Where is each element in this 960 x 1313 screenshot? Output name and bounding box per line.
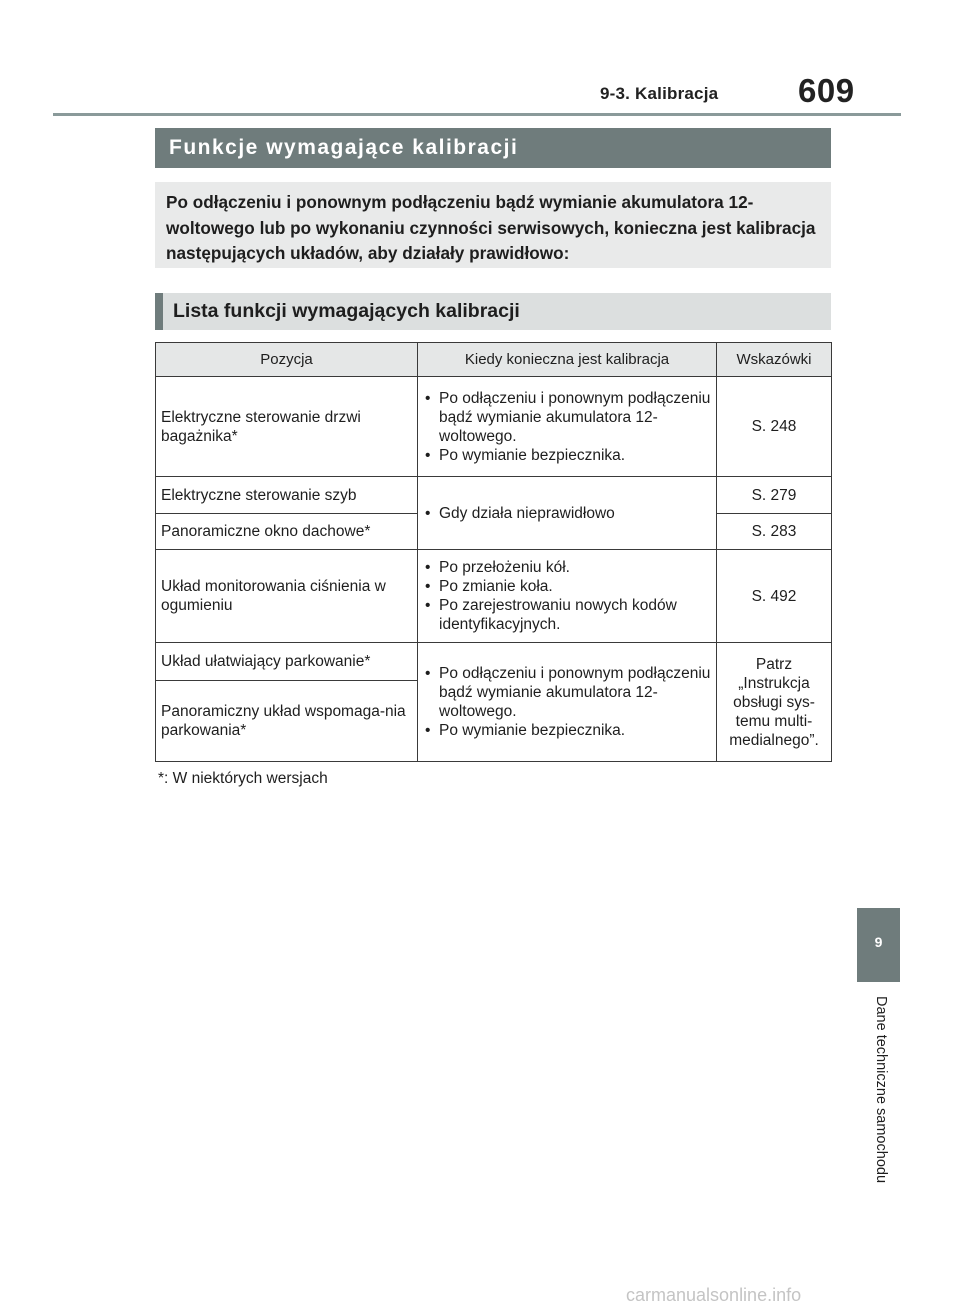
footnote: *: W niektórych wersjach xyxy=(158,770,328,787)
item-cell: Panoramiczny układ wspomaga-nia parkowania* xyxy=(156,681,418,762)
list-item: • Po wymianie bezpiecznika. xyxy=(423,446,711,465)
when-cell xyxy=(418,643,717,762)
list-item: • Po przełożeniu kół. xyxy=(423,558,711,577)
when-cell xyxy=(418,377,717,477)
column-header: Kiedy konieczna jest kalibracja xyxy=(418,343,717,377)
table-row xyxy=(156,477,832,514)
item-cell: Układ monitorowania ciśnienia w ogumieniu xyxy=(156,550,418,643)
page-heading: Funkcje wymagające kalibracji xyxy=(169,136,519,159)
list-item: • Po odłączeniu i ponownym podłączeniu bądź wymianie akumulatora 12-woltowego. xyxy=(423,664,711,721)
list-item: • Po zarejestrowaniu nowych kodów identyfikacyjnych. xyxy=(423,596,711,634)
section-title: 9-3. Kalibracja xyxy=(600,84,719,103)
ref-cell: S. 492 xyxy=(717,550,832,643)
list-item: • Gdy działa nieprawidłowo xyxy=(423,504,711,523)
intro-text: Po odłączeniu i ponownym podłączeniu bądź wymianie akumulatora 12-woltowego lub po wykonaniu czynności serwisowych, konieczna jest kalibracja następujących układów, aby działały prawidłowo: xyxy=(166,192,816,263)
table-row xyxy=(156,377,832,477)
page-number: 609 xyxy=(798,72,855,109)
column-header: Wskazówki xyxy=(717,343,832,377)
subsection-heading: Lista funkcji wymagających kalibracji xyxy=(173,300,520,322)
subsection-bar xyxy=(155,293,831,330)
watermark: carmanualsonline.info xyxy=(626,1285,802,1305)
item-cell: Elektryczne sterowanie szyb xyxy=(156,477,418,514)
ref-cell: S. 283 xyxy=(717,514,832,550)
list-item: • Po odłączeniu i ponownym podłączeniu bądź wymianie akumulatora 12-woltowego. xyxy=(423,389,711,446)
table-header-row xyxy=(156,343,832,377)
header-divider xyxy=(53,113,901,116)
item-cell: Elektryczne sterowanie drzwi bagażnika* xyxy=(156,377,418,477)
chapter-tab xyxy=(857,908,900,982)
ref-cell: Patrz „Instrukcja obsługi sys-temu multi-medialnego”. xyxy=(717,643,832,762)
item-cell: Układ ułatwiający parkowanie* xyxy=(156,643,418,681)
chapter-number: 9 xyxy=(874,934,883,950)
ref-cell: S. 279 xyxy=(717,477,832,514)
when-cell xyxy=(418,477,717,550)
subsection-accent xyxy=(155,293,163,330)
table-row xyxy=(156,643,832,681)
item-cell: Panoramiczne okno dachowe* xyxy=(156,514,418,550)
list-item: • Po zmianie koła. xyxy=(423,577,711,596)
intro-box xyxy=(155,182,831,268)
list-item: • Po wymianie bezpiecznika. xyxy=(423,721,711,740)
ref-cell: S. 248 xyxy=(717,377,832,477)
chapter-label: Dane techniczne samochodu xyxy=(873,996,889,1184)
heading-bar xyxy=(155,128,831,168)
when-cell xyxy=(418,550,717,643)
column-header: Pozycja xyxy=(156,343,418,377)
calibration-table xyxy=(155,342,831,763)
table-row xyxy=(156,550,832,643)
